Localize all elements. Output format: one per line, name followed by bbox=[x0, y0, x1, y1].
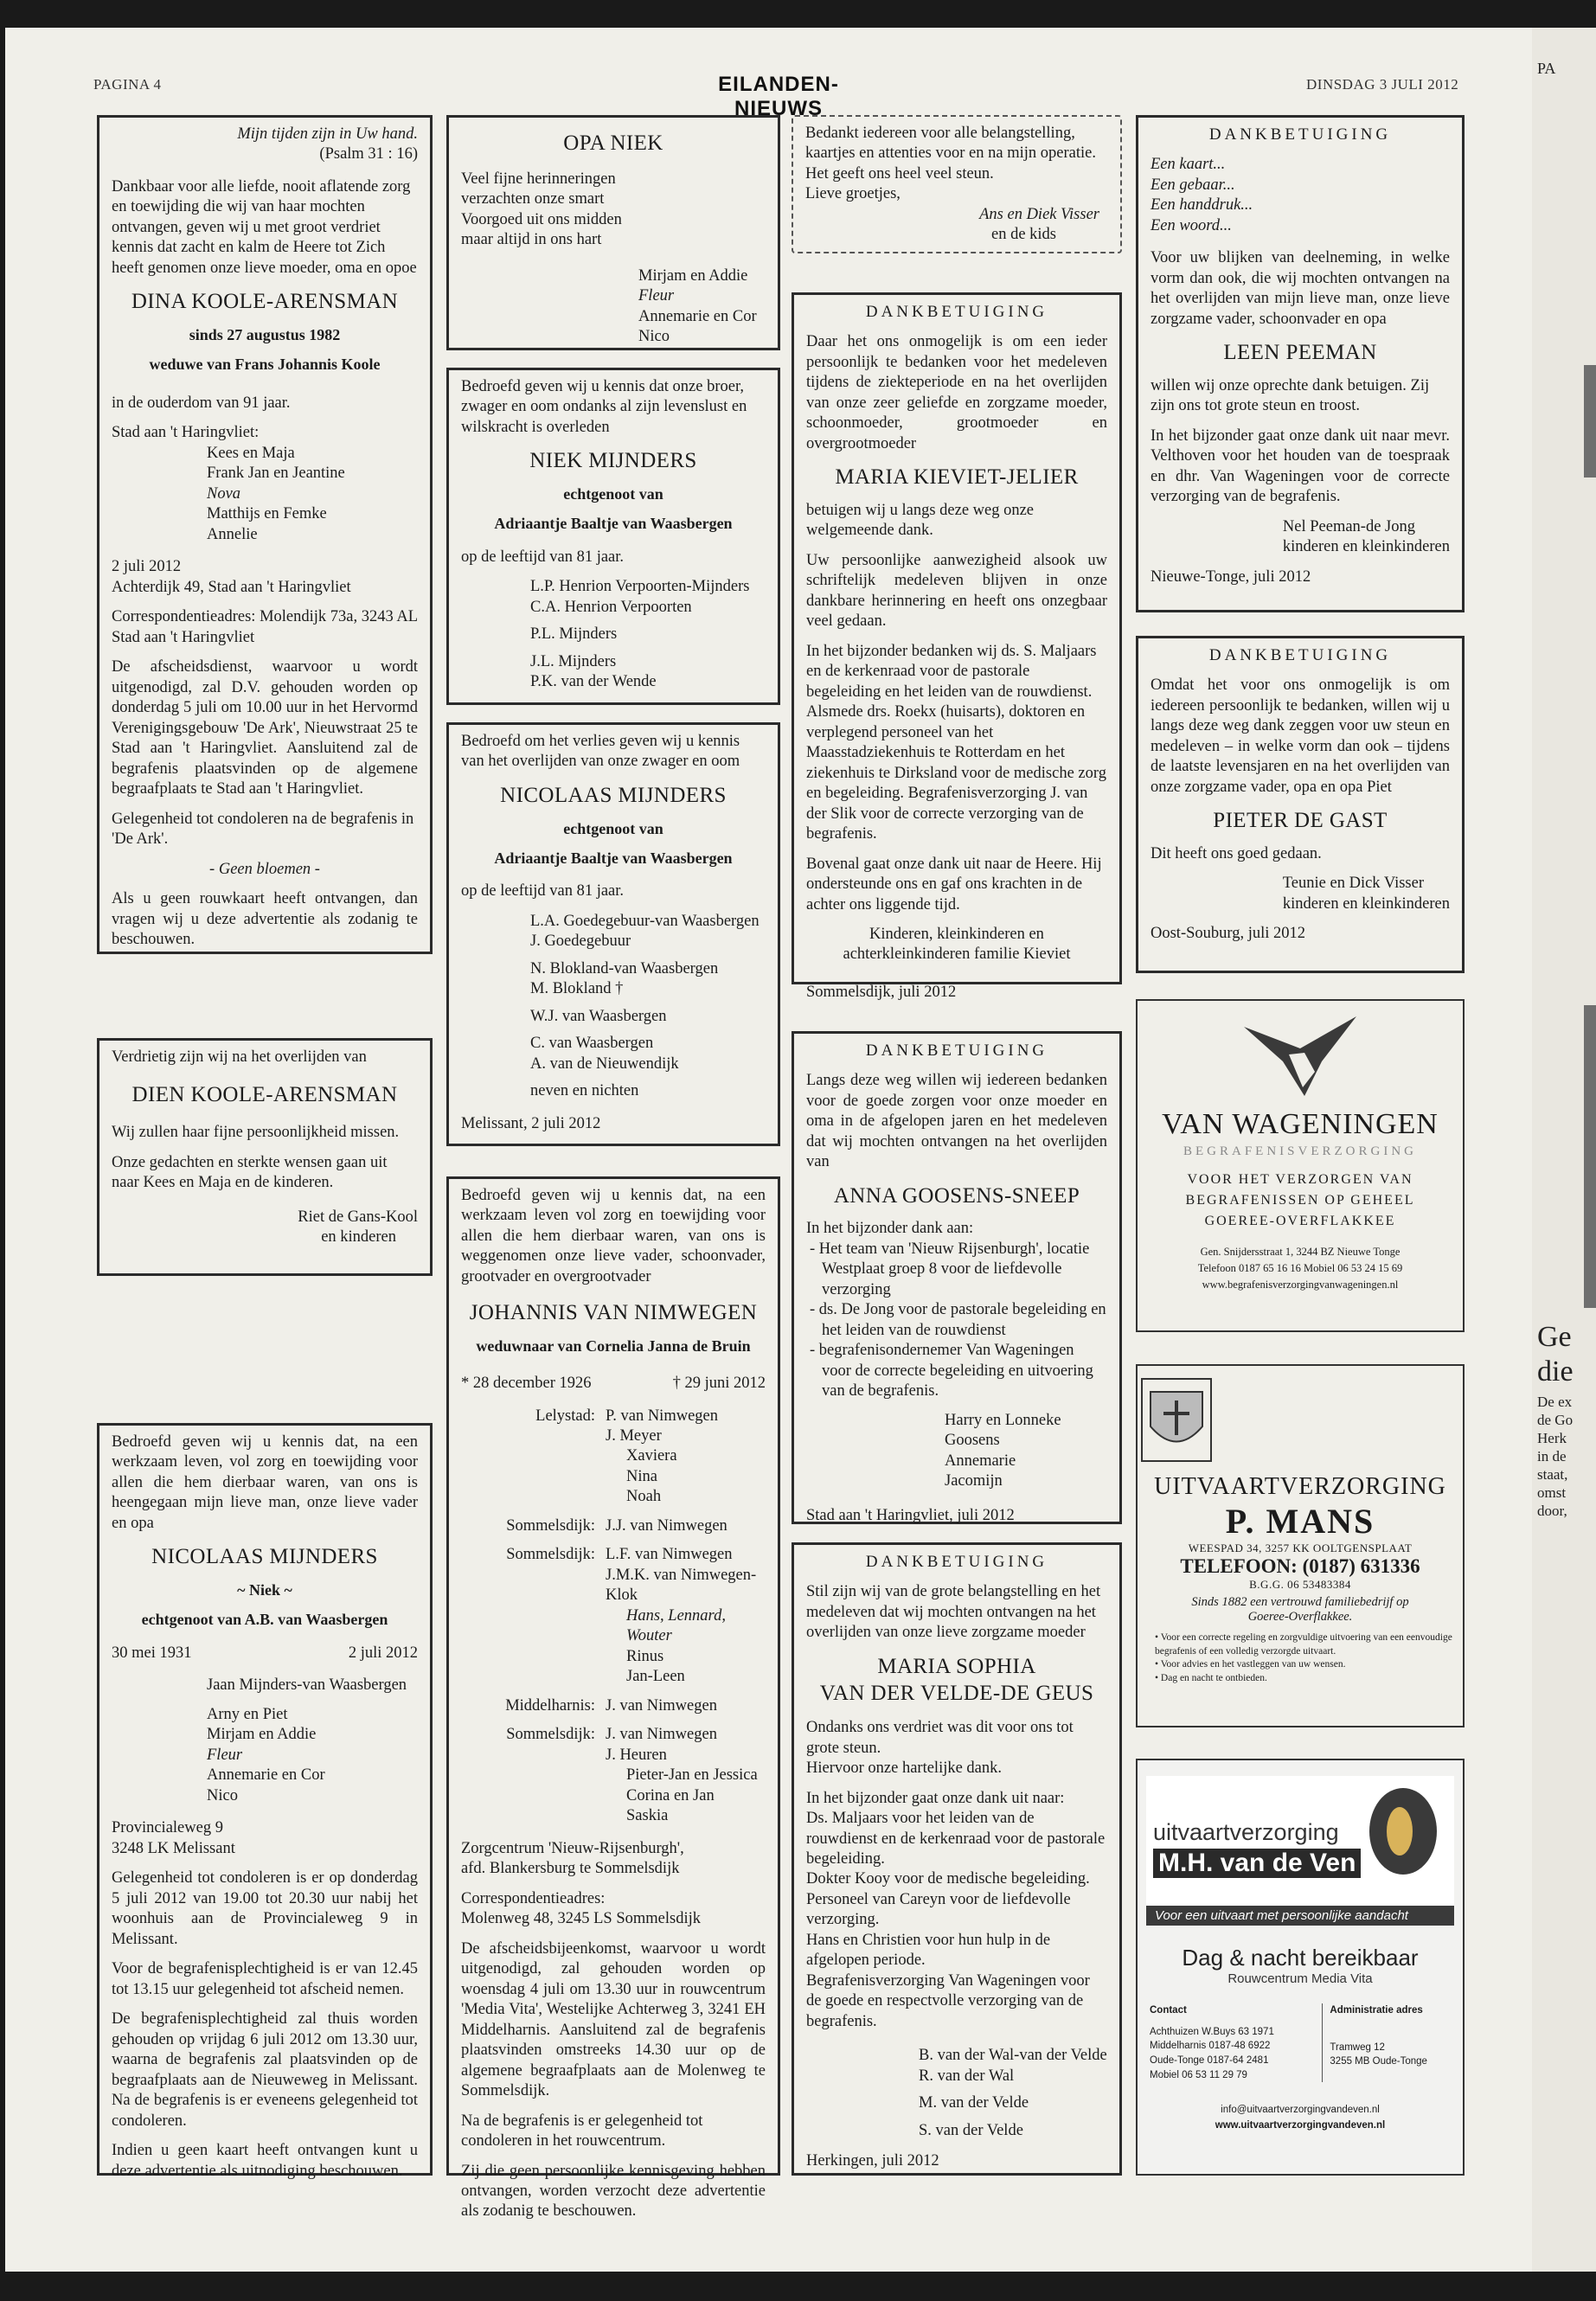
family-member: Annemarie en Cor bbox=[207, 1766, 325, 1785]
signature: Teunie en Dick Visser bbox=[1282, 875, 1424, 893]
family-member: M. Blokland † bbox=[530, 980, 624, 998]
place-date: Herkingen, juli 2012 bbox=[806, 2152, 939, 2170]
widow: weduwe van Frans Johannis Koole bbox=[149, 356, 381, 373]
age: op de leeftijd van 81 jaar. bbox=[461, 548, 625, 566]
spouse: Adriaantje Baaltje van Waasbergen bbox=[494, 515, 733, 533]
logo-area bbox=[1146, 1776, 1454, 1906]
family-member: J. Meyer bbox=[606, 1427, 662, 1445]
intro: Langs deze weg willen wij iedereen bedanken voor de goede zorgen voor onze moeder en oma in de afgelopen jaren en het medeleven dat wij mochten ontvangen na het overlijden van bbox=[806, 1072, 1107, 1171]
no-flowers: - Geen bloemen - bbox=[209, 860, 320, 878]
poem-line: maar altijd in ons hart bbox=[461, 231, 602, 249]
family-member: J. van Nimwegen bbox=[606, 1696, 717, 1715]
family-member: Annelie bbox=[207, 525, 258, 543]
thanks-item: - begrafenisondernemer Van Wageningen voor de correcte begeleiding en uitvoering van de begrafenis. bbox=[822, 1341, 1107, 1401]
ad-p-mans bbox=[1136, 1364, 1465, 1727]
notice-johannis-van-nimwegen bbox=[446, 1176, 780, 2221]
thanks-item: - Het team van 'Nieuw Rijsenburgh', locatie Westplaat groep 8 voor de liefdevolle verzorging bbox=[822, 1240, 1107, 1300]
notice-title: DANKBETUIGING bbox=[865, 1042, 1048, 1060]
coat-of-arms-icon bbox=[1138, 1375, 1215, 1465]
signature: Riet de Gans-Kool bbox=[298, 1208, 418, 1226]
poem-line: verzachten onze smart bbox=[461, 190, 605, 208]
notice-nicolaas-mijnders-family bbox=[97, 1423, 433, 2180]
notice-title: DANKBETUIGING bbox=[1208, 125, 1392, 144]
line: Een woord... bbox=[1151, 216, 1232, 234]
text: betuigen wij u langs deze weg onze welgemeende dank. bbox=[806, 501, 1035, 540]
edge-text: Herk bbox=[1537, 1430, 1567, 1446]
signature bbox=[461, 266, 766, 348]
family-place: Sommelsdijk: bbox=[506, 1516, 595, 1535]
since: sinds 27 augustus 1982 bbox=[189, 326, 341, 344]
edge-photo-strip bbox=[1584, 365, 1596, 478]
notice-thanks-van-der-velde bbox=[792, 1542, 1122, 2176]
family-member: Pieter-Jan en Jessica bbox=[626, 1766, 758, 1785]
correspondence: Correspondentieadres: bbox=[461, 1889, 606, 1907]
deceased-name: NICOLAAS MIJNDERS bbox=[151, 1545, 378, 1569]
service-line: BEGRAFENISSEN OP GEHEEL bbox=[1185, 1193, 1415, 1208]
service-item: Voor een correcte regeling en zorgvuldige uitvoering van een eenvoudige begrafenis of een volledig verzorgde uitvaart. bbox=[1155, 1632, 1452, 1657]
line: Een kaart... bbox=[1151, 156, 1226, 174]
notice-niek-mijnders bbox=[446, 368, 780, 705]
family-group bbox=[461, 1725, 766, 1826]
deceased-name: VAN DER VELDE-DE GEUS bbox=[819, 1682, 1094, 1706]
burial: De begrafenisplechtigheid zal thuis worden gehouden op vrijdag 6 juli 2012 om 13.30 uur, waarna de begrafenis zal plaatsvinden op de begraafplaats aan de Nieuweweg in Melissant. Na de begrafenis is er eveneens gelegenheid tot condoleren. bbox=[112, 2010, 418, 2130]
signature: Ans en Diek Visser bbox=[979, 205, 1099, 223]
family-list bbox=[112, 444, 418, 545]
deceased-name: NIEK MIJNDERS bbox=[529, 449, 697, 473]
place-date: Stad aan 't Haringvliet, juli 2012 bbox=[806, 1506, 1015, 1524]
contact-line: Oude-Tonge 0187-64 2481 bbox=[1150, 2055, 1269, 2067]
family-member: N. Blokland-van Waasbergen bbox=[530, 959, 719, 977]
family-member: neven en nichten bbox=[530, 1082, 639, 1100]
masthead: EILANDEN-NIEUWS bbox=[718, 73, 839, 120]
place-date: Oost-Souburg, juli 2012 bbox=[1151, 925, 1306, 943]
admin-line: 3255 MB Oude-Tonge bbox=[1330, 2056, 1427, 2067]
company-name: P. MANS bbox=[1225, 1502, 1375, 1541]
notice-thanks-goosens bbox=[792, 1031, 1122, 1524]
poem-line: Voorgoed uit ons midden bbox=[461, 210, 622, 228]
notice-thanks-ans-diek bbox=[792, 115, 1122, 253]
deceased-name: NICOLAAS MIJNDERS bbox=[500, 783, 727, 807]
company-tagline: BEGRAFENISVERZORGING bbox=[1183, 1144, 1417, 1158]
text: Uw persoonlijke aanwezigheid alsook uw schriftelijk medeleven blijven in onze dankbare herinnering en heeft ons onzegbaar veel gedaan. bbox=[806, 551, 1107, 631]
signature: Nel Peeman-de Jong bbox=[1282, 517, 1415, 535]
signature: kinderen en kleinkinderen bbox=[1282, 894, 1450, 913]
text: In het bijzonder gaat onze dank uit naar: bbox=[806, 1789, 1065, 1807]
family-member: Xaviera bbox=[626, 1447, 677, 1465]
place-date: Sommelsdijk, juli 2012 bbox=[806, 983, 957, 1001]
family-member: P.K. van der Wende bbox=[530, 673, 657, 691]
family-member: A. van de Nieuwendijk bbox=[530, 1054, 679, 1073]
notice-title: DANKBETUIGING bbox=[865, 303, 1048, 321]
family-group bbox=[461, 1696, 766, 1716]
family-member: Nina bbox=[626, 1467, 657, 1485]
intro: Stil zijn wij van de grote belangstelling en het medeleven dat wij mochten ontvangen na het overlijden van onze lieve zorgzame moeder bbox=[806, 1583, 1101, 1642]
family-member: C. van Waasbergen bbox=[530, 1035, 654, 1053]
edge-headline: Ge bbox=[1537, 1321, 1572, 1353]
widower: weduwnaar van Cornelia Janna de Bruin bbox=[476, 1337, 751, 1356]
poem bbox=[461, 170, 766, 251]
company-name: M.H. van de Ven bbox=[1153, 1849, 1361, 1878]
phone: Telefoon 0187 65 16 16 Mobiel 06 53 24 15 69 bbox=[1197, 1261, 1403, 1274]
signature: Kinderen, kleinkinderen en bbox=[869, 925, 1044, 943]
date: 2 juli 2012 bbox=[112, 558, 182, 576]
family-member: L.P. Henrion Verpoorten-Mijnders bbox=[530, 578, 750, 596]
family-member: C.A. Henrion Verpoorten bbox=[530, 598, 692, 616]
family-member: Corina en Jan bbox=[626, 1786, 715, 1804]
text: Alsmede drs. Roekx (huisarts), doktoren en verplegend personeel van het Maasstadziekenhuis te Rotterdam en het ziekenhuis te Dirksland voor de medische zorg en begeleiding. Begrafenisverzorging J. van der Slik voor de correcte verzorging van de begrafenis. bbox=[806, 703, 1106, 843]
contact-line: Middelharnis 0187-48 6922 bbox=[1150, 2041, 1271, 2052]
deceased-name: LEEN PEEMAN bbox=[1223, 341, 1377, 364]
signature bbox=[806, 2046, 1107, 2141]
signature-line: Harry en Lonneke Goosens bbox=[945, 1411, 1061, 1450]
spouse: echtgenoot van bbox=[563, 819, 663, 837]
signature-line: Jacomijn bbox=[945, 1472, 1003, 1490]
family-member: Kees en Maja bbox=[207, 444, 295, 462]
email: info@uitvaartverzorgingvandeven.nl bbox=[1221, 2105, 1380, 2116]
notice-title: OPA NIEK bbox=[563, 131, 663, 155]
funeral-center: Rouwcentrum Media Vita bbox=[1227, 1971, 1373, 1986]
deceased-name: MARIA SOPHIA bbox=[877, 1654, 1036, 1678]
notice-opa-niek bbox=[446, 115, 780, 350]
family-member: Nova bbox=[207, 484, 241, 503]
place-date: Melissant, 2 juli 2012 bbox=[461, 1114, 601, 1132]
edge-text: door, bbox=[1537, 1503, 1567, 1519]
footer bbox=[1138, 2103, 1463, 2133]
family-place: Lelystad: bbox=[535, 1407, 595, 1425]
slogan: Goeree-Overflakkee. bbox=[1247, 1610, 1353, 1624]
company-word: uitvaartverzorging bbox=[1153, 1819, 1339, 1845]
phone: TELEFOON: (0187) 631336 bbox=[1180, 1555, 1420, 1577]
thanks-list bbox=[806, 1809, 1107, 2032]
signature: en kinderen bbox=[321, 1228, 396, 1247]
edge-headline: die bbox=[1537, 1356, 1574, 1388]
family-member: J. van Nimwegen bbox=[606, 1726, 717, 1744]
dove-logo-icon bbox=[1235, 1001, 1365, 1105]
gathering: De afscheidsbijeenkomst, waarvoor u wordt uitgenodigd, zal gehouden worden op woensdag 4 juli om 13.30 uur in rouwcentrum 'Media Vita', Westelijke Achterweg 3, 3241 EH Middelharnis. Aansluitend zal de begrafenis plaatsvinden omstreeks 14.30 uur op de algemene begraafplaats aan de Molenweg te Sommelsdijk. bbox=[461, 1939, 766, 2100]
correspondence: Molenweg 48, 3245 LS Sommelsdijk bbox=[461, 1910, 701, 1928]
signature-line: Annemarie bbox=[945, 1452, 1016, 1470]
family-member: Matthijs en Femke bbox=[207, 505, 327, 523]
adjacent-page-edge bbox=[1532, 28, 1596, 2272]
signature: achterkleinkinderen familie Kieviet bbox=[843, 945, 1071, 964]
farewell: Voor de begrafenisplechtigheid is er van 12.45 tot 13.15 uur gelegenheid tot afscheid nemen. bbox=[112, 1960, 418, 1998]
place-date: Nieuwe-Tonge, juli 2012 bbox=[1151, 567, 1311, 586]
deceased-name: MARIA KIEVIET-JELIER bbox=[835, 465, 1079, 490]
notice-title: DANKBETUIGING bbox=[1208, 646, 1392, 664]
ad-van-de-ven bbox=[1136, 1759, 1465, 2176]
contact-line: Achthuizen W.Buys 63 1971 bbox=[1150, 2026, 1274, 2037]
address: Gen. Snijdersstraat 1, 3244 BZ Nieuwe Tonge bbox=[1200, 1246, 1401, 1258]
family-member: L.A. Goedegebuur-van Waasbergen bbox=[530, 912, 760, 930]
signature bbox=[806, 1411, 1107, 1492]
family-member: P. van Nimwegen bbox=[606, 1407, 718, 1425]
thanks-item: Dokter Kooy voor de medische begeleiding. bbox=[806, 1870, 1090, 1888]
family-list bbox=[461, 912, 766, 1102]
condolence: Na de begrafenis is er gelegenheid tot condoleren in het rouwcentrum. bbox=[461, 2112, 703, 2150]
thanks-item: Ds. Maljaars voor het leiden van de rouwdienst en de kerkenraad voor de pastorale begeleiding. bbox=[806, 1810, 1106, 1868]
family-group bbox=[461, 1516, 766, 1536]
text: willen wij onze oprechte dank betuigen. Zij zijn ons tot grote steun en troost. bbox=[1151, 376, 1430, 415]
family-member: J. Heuren bbox=[606, 1746, 667, 1764]
birth-date: 30 mei 1931 bbox=[112, 1644, 192, 1662]
notice-nicolaas-mijnders-in-laws bbox=[446, 722, 780, 1146]
notice-dien-koole bbox=[97, 1038, 433, 1276]
intro: Voor uw blijken van deelneming, in welke vorm dan ook, die wij mochten ontvangen na het overlijden van mijn lieve man, onze lieve zorgzame vader, schoonvader en opa bbox=[1151, 249, 1450, 328]
signature: kinderen en kleinkinderen bbox=[1282, 538, 1450, 556]
signature-line: Fleur bbox=[638, 287, 675, 305]
intro: Bedroefd geven wij u kennis dat onze broer, zwager en oom ondanks al zijn levenslust en wilskracht is overleden bbox=[461, 378, 747, 436]
company-name: VAN WAGENINGEN bbox=[1162, 1108, 1439, 1140]
deceased-name: DINA KOOLE-ARENSMAN bbox=[131, 290, 399, 314]
deceased-name: DIEN KOOLE-ARENSMAN bbox=[131, 1083, 398, 1107]
thanks-item: Begrafenisverzorging Van Wageningen voor de goede en respectvolle verzorging van de begrafenis. bbox=[806, 1971, 1090, 2030]
service: De afscheidsdienst, waarvoor u wordt uitgenodigd, zal D.V. gehouden worden op donderdag 5 juli om 10.00 uur in het Hervormd Verenigingsgebouw 'De Ark', Nieuwstraat 25 te Stad aan 't Haringvliet. Aansluitend zal de begrafenis plaatsvinden op de algemene begraafplaats te Stad aan 't Haringvliet. bbox=[112, 658, 418, 798]
text: Bovenal gaat onze dank uit naar de Heere. Hij ondersteunde ons en gaf ons krachten in de achter ons liggende tijd. bbox=[806, 855, 1102, 913]
family-member: Frank Jan en Jeantine bbox=[207, 465, 345, 483]
family-member: Saskia bbox=[626, 1807, 669, 1825]
issue-date: DINSDAG 3 JULI 2012 bbox=[1306, 76, 1459, 93]
signature-line: Nico bbox=[638, 328, 670, 346]
text: Dit heeft ons goed gedaan. bbox=[1151, 844, 1322, 862]
care-home: afd. Blankersburg te Sommelsdijk bbox=[461, 1860, 680, 1878]
notice-thanks-peeman bbox=[1136, 115, 1465, 612]
signature: en de kids bbox=[991, 226, 1057, 244]
signature-line: M. van der Velde bbox=[919, 2094, 1029, 2112]
family-member: Rinus bbox=[626, 1647, 664, 1665]
birth-date: * 28 december 1926 bbox=[461, 1375, 592, 1393]
family-member: L.F. van Nimwegen bbox=[606, 1546, 733, 1564]
edge-text: de Go bbox=[1537, 1412, 1574, 1428]
notice-thanks-kieviet bbox=[792, 292, 1122, 1001]
edge-text: in de bbox=[1537, 1448, 1567, 1465]
family-member: Mirjam en Addie bbox=[207, 1726, 317, 1744]
text: In het bijzonder gaat onze dank uit naar mevr. Velthoven voor het houden van de toespraak en dhr. Van Wageningen voor de correcte verzorging van de begrafenis. bbox=[1151, 426, 1450, 506]
address: WEESPAD 34, 3257 KK OOLTGENSPLAAT bbox=[1188, 1541, 1413, 1554]
text: Hiervoor onze hartelijke dank. bbox=[806, 1759, 1003, 1778]
family-member: Jaan Mijnders-van Waasbergen bbox=[207, 1676, 407, 1695]
card-note: Zij die geen persoonlijke kennisgeving hebben ontvangen, worden verzocht deze advertentie als zodanig te beschouwen. bbox=[461, 2162, 766, 2221]
slogan: Sinds 1882 een vertrouwd familiebedrijf op bbox=[1191, 1595, 1409, 1609]
text: Onze gedachten en sterkte wensen gaan uit naar Kees en Maja en de kinderen. bbox=[112, 1153, 388, 1192]
family-member: Hans, Lennard, Wouter bbox=[626, 1606, 726, 1645]
quote-ref: (Psalm 31 : 16) bbox=[319, 145, 418, 163]
thanks-item: Personeel van Careyn voor de liefdevolle verzorging. bbox=[806, 1890, 1071, 1929]
intro: Bedroefd geven wij u kennis dat, na een werkzaam leven, vol zorg en toewijding voor allen die hem dierbaar waren, van ons is heengegaan mijn lieve man, onze lieve vader en opa bbox=[112, 1433, 418, 1532]
thanks-text: Bedankt iedereen voor alle belangstelling, kaartjes en attenties voor en na mijn operatie. Het geeft ons heel veel steun. bbox=[805, 125, 1096, 183]
family-group bbox=[461, 1545, 766, 1687]
contact-grid bbox=[1150, 2003, 1451, 2082]
service-line: VOOR HET VERZORGEN VAN bbox=[1187, 1172, 1413, 1187]
thanks-item: - ds. De Jong voor de pastorale begeleiding en het leiden van de rouwdienst bbox=[822, 1300, 1107, 1341]
opening-lines bbox=[1151, 155, 1450, 236]
address: 3248 LK Melissant bbox=[112, 1839, 235, 1857]
family-member: J. Goedegebuur bbox=[530, 933, 631, 951]
company-title: UITVAARTVERZORGING bbox=[1154, 1473, 1446, 1500]
signature-line: S. van der Velde bbox=[919, 2121, 1023, 2139]
age: in de ouderdom van 91 jaar. bbox=[112, 394, 291, 412]
age: op de leeftijd van 81 jaar. bbox=[461, 882, 625, 901]
deceased-name: ANNA GOOSENS-SNEEP bbox=[833, 1183, 1080, 1208]
line: Een gebaar... bbox=[1151, 176, 1235, 194]
signature-line: Annemarie en Cor bbox=[638, 307, 757, 325]
thanks-list bbox=[806, 1240, 1107, 1402]
family-group bbox=[461, 1407, 766, 1508]
edge-text: staat, bbox=[1537, 1466, 1568, 1483]
intro: Verdrietig zijn wij na het overlijden van bbox=[112, 1048, 367, 1066]
service-item: Voor advies en het vastleggen van uw wensen. bbox=[1160, 1659, 1346, 1670]
intro: Daar het ons onmogelijk is om een ieder persoonlijk te bedanken voor het medeleven tijdens de ziekteperiode en na het overlijden van onze zeer geliefde en zorgzame moeder, schoonmoeder, grootmoeder en overgrootmoeder bbox=[806, 333, 1107, 452]
card-note: Als u geen rouwkaart heeft ontvangen, dan vragen wij u deze advertentie als zodanig te beschouwen. bbox=[112, 890, 418, 948]
intro: Bedroefd om het verlies geven wij u kennis van het overlijden van onze zwager en oom bbox=[461, 733, 740, 771]
family-member: P.L. Mijnders bbox=[530, 625, 618, 644]
spouse: Adriaantje Baaltje van Waasbergen bbox=[494, 849, 733, 867]
notice-thanks-de-gast bbox=[1136, 636, 1465, 973]
notice-dina-koole bbox=[97, 115, 433, 954]
family-member: Jan-Leen bbox=[626, 1668, 685, 1686]
condolence: Gelegenheid tot condoleren is er op donderdag 5 juli 2012 van 19.00 tot 20.30 uur nabij het woonhuis aan de Provincialeweg 9 in Melissant. bbox=[112, 1869, 418, 1948]
family-member: Arny en Piet bbox=[207, 1705, 288, 1723]
contact-line: Mobiel 06 53 11 29 79 bbox=[1150, 2069, 1247, 2080]
text: Wij zullen haar fijne persoonlijkheid missen. bbox=[112, 1124, 400, 1142]
correspondence: Correspondentieadres: Molendijk 73a, 3243 AL Stad aan 't Haringvliet bbox=[112, 608, 418, 646]
website: www.begrafenisverzorgingvanwageningen.nl bbox=[1202, 1278, 1399, 1291]
family-place: Middelharnis: bbox=[505, 1696, 595, 1715]
family-list bbox=[461, 577, 766, 692]
family-member: J.L. Mijnders bbox=[530, 652, 617, 670]
family-place: Sommelsdijk: bbox=[506, 1726, 595, 1744]
signature-line: B. van der Wal-van der Velde bbox=[919, 2047, 1107, 2065]
quote: Mijn tijden zijn in Uw hand. bbox=[237, 125, 418, 143]
text: In het bijzonder bedanken wij ds. S. Maljaars en de kerkenraad voor de pastorale begeleiding en het leiden van de rouwdienst. bbox=[806, 642, 1097, 701]
address: Achterdijk 49, Stad aan 't Haringvliet bbox=[112, 578, 351, 596]
condolence: Gelegenheid tot condoleren na de begrafenis in 'De Ark'. bbox=[112, 810, 414, 849]
deceased-name: PIETER DE GAST bbox=[1213, 809, 1388, 833]
deceased-name: JOHANNIS VAN NIMWEGEN bbox=[469, 1301, 758, 1325]
family-member: J.J. van Nimwegen bbox=[606, 1516, 727, 1535]
service-line: GOEREE-OVERFLAKKEE bbox=[1204, 1214, 1396, 1228]
services-list: • Voor een correcte regeling en zorgvuldige uitvoering van een eenvoudige begrafenis of een volledig verzorgde uitvaart. • Voor advies en het vastleggen van uw wensen. • Dag en nacht te ontbieden. bbox=[1155, 1632, 1452, 1683]
website: www.uitvaartverzorgingvandeven.nl bbox=[1215, 2119, 1386, 2131]
service-item: Dag en nacht te ontbieden. bbox=[1160, 1672, 1267, 1683]
contact-heading: Contact bbox=[1150, 2005, 1187, 2016]
thanks-item: Hans en Christien voor hun hulp in de afgelopen periode. bbox=[806, 1931, 1051, 1970]
text: Ondanks ons verdriet was dit voor ons tot grote steun. bbox=[806, 1719, 1074, 1757]
family-member: Noah bbox=[626, 1488, 662, 1506]
poem-line: Veel fijne herinneringen bbox=[461, 170, 616, 188]
death-date: 2 juli 2012 bbox=[348, 1644, 418, 1662]
family-place: Sommelsdijk: bbox=[506, 1546, 595, 1564]
family-member: Nico bbox=[207, 1786, 238, 1804]
edge-text: omst bbox=[1537, 1484, 1567, 1501]
intro: Dankbaar voor alle liefde, nooit aflatende zorg en toewijding die wij van haar mochten ontvangen, geven wij u met groot verdriet kennis dat zacht en kalm de Heere tot Zich heeft genomen onze lieve moeder, oma en opoe bbox=[112, 177, 417, 277]
family-place: Stad aan 't Haringvliet: bbox=[112, 424, 260, 442]
death-date: † 29 juni 2012 bbox=[672, 1375, 766, 1393]
signature-line: R. van der Wal bbox=[919, 2067, 1015, 2085]
notice-title: DANKBETUIGING bbox=[865, 1553, 1048, 1571]
family-member: W.J. van Waasbergen bbox=[530, 1007, 667, 1025]
ad-van-wageningen bbox=[1136, 999, 1465, 1332]
slogan: Voor een uitvaart met persoonlijke aandacht bbox=[1146, 1906, 1454, 1926]
alt-phone: B.G.G. 06 53483384 bbox=[1249, 1578, 1351, 1591]
care-home: Zorgcentrum 'Nieuw-Rijsenburgh', bbox=[461, 1839, 684, 1857]
text: In het bijzonder dank aan: bbox=[806, 1220, 974, 1238]
admin-heading: Administratie adres bbox=[1330, 2005, 1423, 2016]
intro: Bedroefd geven wij u kennis dat, na een werkzaam leven vol zorg en toewijding voor allen die hem dierbaar waren, van ons is weggenomen onze lieve vader, schoonvader, grootvader en overgrootvader bbox=[461, 1187, 766, 1285]
address: Provincialeweg 9 bbox=[112, 1819, 223, 1837]
page-number: PAGINA 4 bbox=[93, 76, 162, 93]
family-member: Fleur bbox=[207, 1746, 243, 1764]
spouse: echtgenoot van bbox=[563, 485, 663, 503]
family-member: J.M.K. van Nimwegen-Klok bbox=[606, 1566, 757, 1605]
availability: Dag & nacht bereikbaar bbox=[1182, 1945, 1419, 1971]
family-list bbox=[112, 1676, 418, 1806]
line: Een handdruk... bbox=[1151, 196, 1253, 215]
edge-page-label: PA bbox=[1537, 60, 1556, 77]
admin-line: Tramweg 12 bbox=[1330, 2041, 1385, 2053]
edge-photo-strip bbox=[1584, 1005, 1596, 1308]
nickname: ~ Niek ~ bbox=[237, 1581, 292, 1599]
greeting: Lieve groetjes, bbox=[805, 185, 901, 203]
edge-text: De ex bbox=[1537, 1394, 1573, 1410]
logo-crescent-icon bbox=[1387, 1807, 1413, 1856]
card-note: Indien u geen kaart heeft ontvangen kunt u deze advertentie als uitnodiging beschouwen. bbox=[112, 2142, 418, 2180]
signature-line: Mirjam en Addie bbox=[638, 266, 748, 285]
spouse: echtgenoot van A.B. van Waasbergen bbox=[141, 1611, 388, 1629]
intro: Omdat het voor ons onmogelijk is om iedereen persoonlijk te bedanken, willen wij u langs deze weg dank zeggen voor uw steun en medeleven – in welke vorm dan ook – tijdens de laatste levensjaren en na het overlijden van onze zorgzame vader, opa en opa Piet bbox=[1151, 676, 1450, 796]
